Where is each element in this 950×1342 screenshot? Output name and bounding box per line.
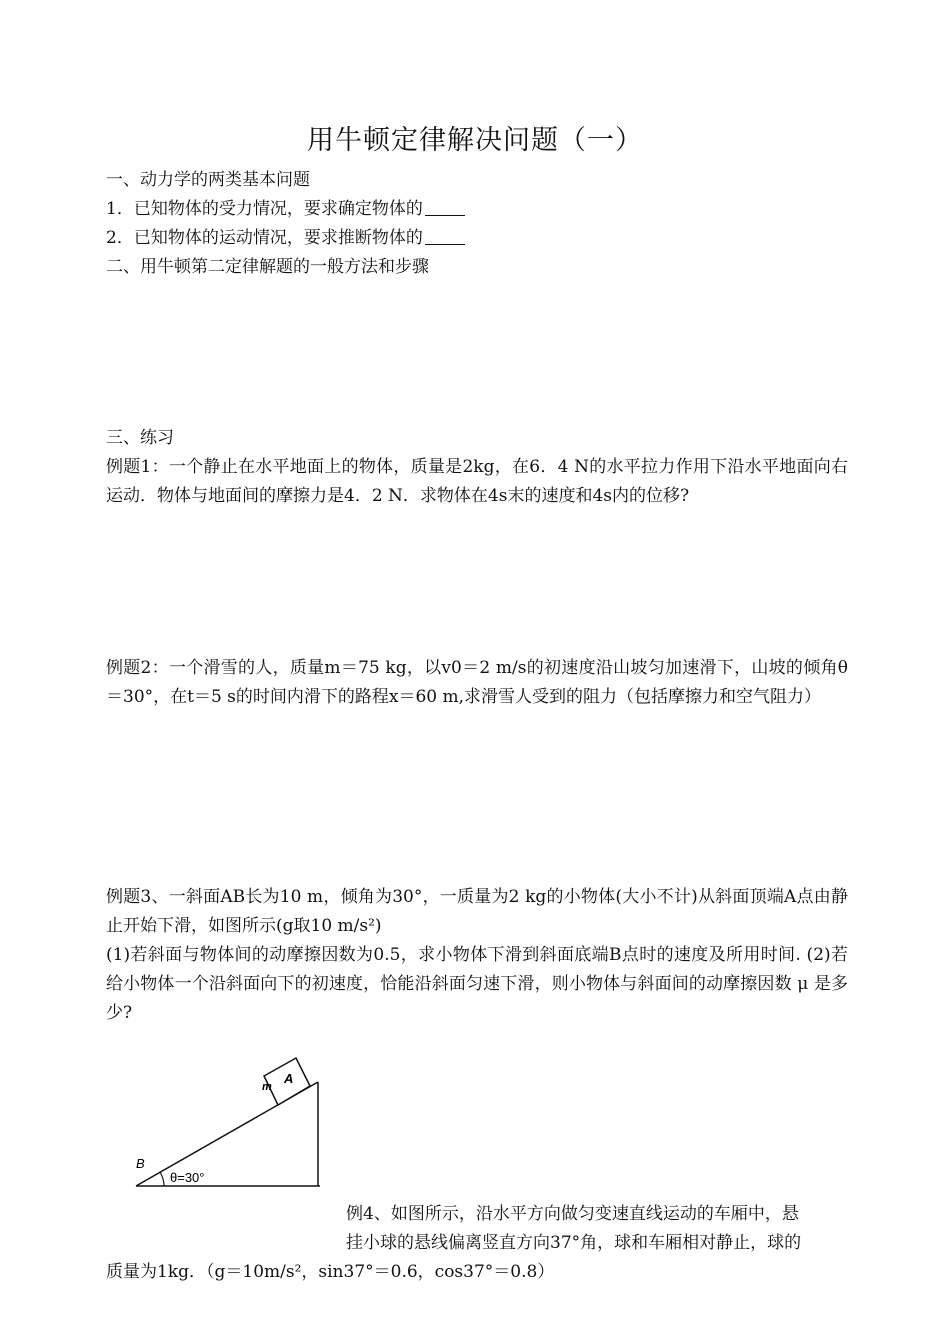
section1-heading: 一、动力学的两类基本问题 [106,170,310,190]
example4-text [106,1200,848,1287]
example1-text: 例题1：一个静止在水平地面上的物体，质量是2kg，在6．4 N的水平拉力作用下沿水平地面向右运动．物体与地面间的摩擦力是4．2 N．求物体在4s末的速度和4s内的位移? [106,457,848,506]
section1-item2 [106,224,465,253]
example4-line2: 挂小球的悬线偏离竖直方向37°角，球和车厢相对静止，球的 [346,1233,802,1253]
angle-label: θ=30° [170,1170,205,1185]
section1-item1 [106,195,465,224]
incline-figure [128,1048,328,1193]
section1-item2-text: 2．已知物体的运动情况，要求推断物体的 [106,228,423,248]
angle-arc [160,1172,164,1186]
label-m: m [262,1081,272,1093]
label-a: A [284,1071,294,1086]
example3-part1: 例题3、一斜面AB长为10 m，倾角为30°，一质量为2 kg的小物体(大小不计)从斜面顶端A点由静止开始下滑，如图所示(g取10 m/s²) [106,887,848,936]
section3-heading: 三、练习 [106,428,174,448]
example4-line1: 例4、如图所示，沿水平方向做匀变速直线运动的车厢中，悬 [346,1204,799,1224]
page-title: 用牛顿定律解决问题（一） [307,125,643,156]
example3-part2: (1)若斜面与物体间的动摩擦因数为0.5，求小物体下滑到斜面底端B点时的速度及所用时间. (2)若给小物体一个沿斜面向下的初速度，恰能沿斜面匀速下滑，则小物体与斜面间的动摩擦因数 μ 是多少? [106,945,848,1023]
example4-line3: 质量为1kg．（g＝10m/s²，sin37°＝0.6，cos37°＝0.8） [106,1262,555,1282]
example2-text: 例题2：一个滑雪的人，质量m＝75 kg，以v0＝2 m/s的初速度沿山坡匀加速滑下，山坡的倾角θ＝30°，在t＝5 s的时间内滑下的路程x＝60 m,求滑雪人受到的阻力（包括摩擦力和空气阻力） [106,658,848,707]
section1-item1-text: 1．已知物体的受力情况，要求确定物体的 [106,199,423,219]
section2-heading: 二、用牛顿第二定律解题的一般方法和步骤 [106,257,429,277]
answer-blank [425,228,465,245]
label-b: B [136,1156,145,1171]
answer-blank [425,199,465,216]
